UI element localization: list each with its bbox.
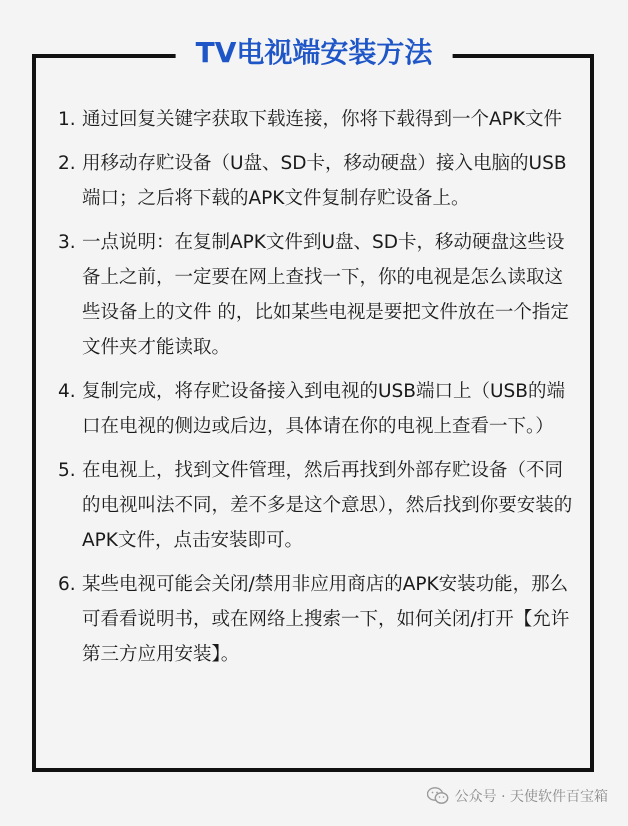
step-number: 3. <box>58 232 76 253</box>
steps-list <box>58 102 578 681</box>
list-item <box>58 225 578 365</box>
step-number: 5. <box>58 460 76 481</box>
step-number: 2. <box>58 153 76 174</box>
list-item <box>58 567 578 672</box>
step-text: 一点说明：在复制APK文件到U盘、SD卡，移动硬盘这些设备上之前，一定要在网上查找一下，你的电视是怎么读取这些设备上的文件 的，比如某些电视是要把文件放在一个指定文件夹才能读取。 <box>82 232 569 358</box>
list-item <box>58 453 578 558</box>
step-text: 复制完成，将存贮设备接入到电视的USB端口上（USB的端口在电视的侧边或后边，具体请在你的电视上查看一下。） <box>82 381 565 437</box>
page-title: TV电视端安装方法 <box>176 36 453 70</box>
step-text: 用移动存贮设备（U盘、SD卡，移动硬盘）接入电脑的USB端口；之后将下载的APK文件复制存贮设备上。 <box>82 153 567 209</box>
list-item <box>58 102 578 137</box>
step-number: 6. <box>58 574 76 595</box>
step-text: 某些电视可能会关闭/禁用非应用商店的APK安装功能，那么可看看说明书，或在网络上搜索一下，如何关闭/打开【允许第三方应用安装】。 <box>82 574 570 665</box>
step-number: 4. <box>58 381 76 402</box>
list-item <box>58 146 578 216</box>
footer-attribution <box>427 786 608 806</box>
wechat-icon <box>427 787 449 805</box>
step-text: 在电视上，找到文件管理，然后再找到外部存贮设备（不同的电视叫法不同，差不多是这个意思），然后找到你要安装的APK文件，点击安装即可。 <box>82 460 573 551</box>
step-text: 通过回复关键字获取下载连接，你将下载得到一个APK文件 <box>82 109 562 130</box>
list-item <box>58 374 578 444</box>
footer-text: 公众号 · 天使软件百宝箱 <box>454 789 608 805</box>
step-number: 1. <box>58 109 76 130</box>
